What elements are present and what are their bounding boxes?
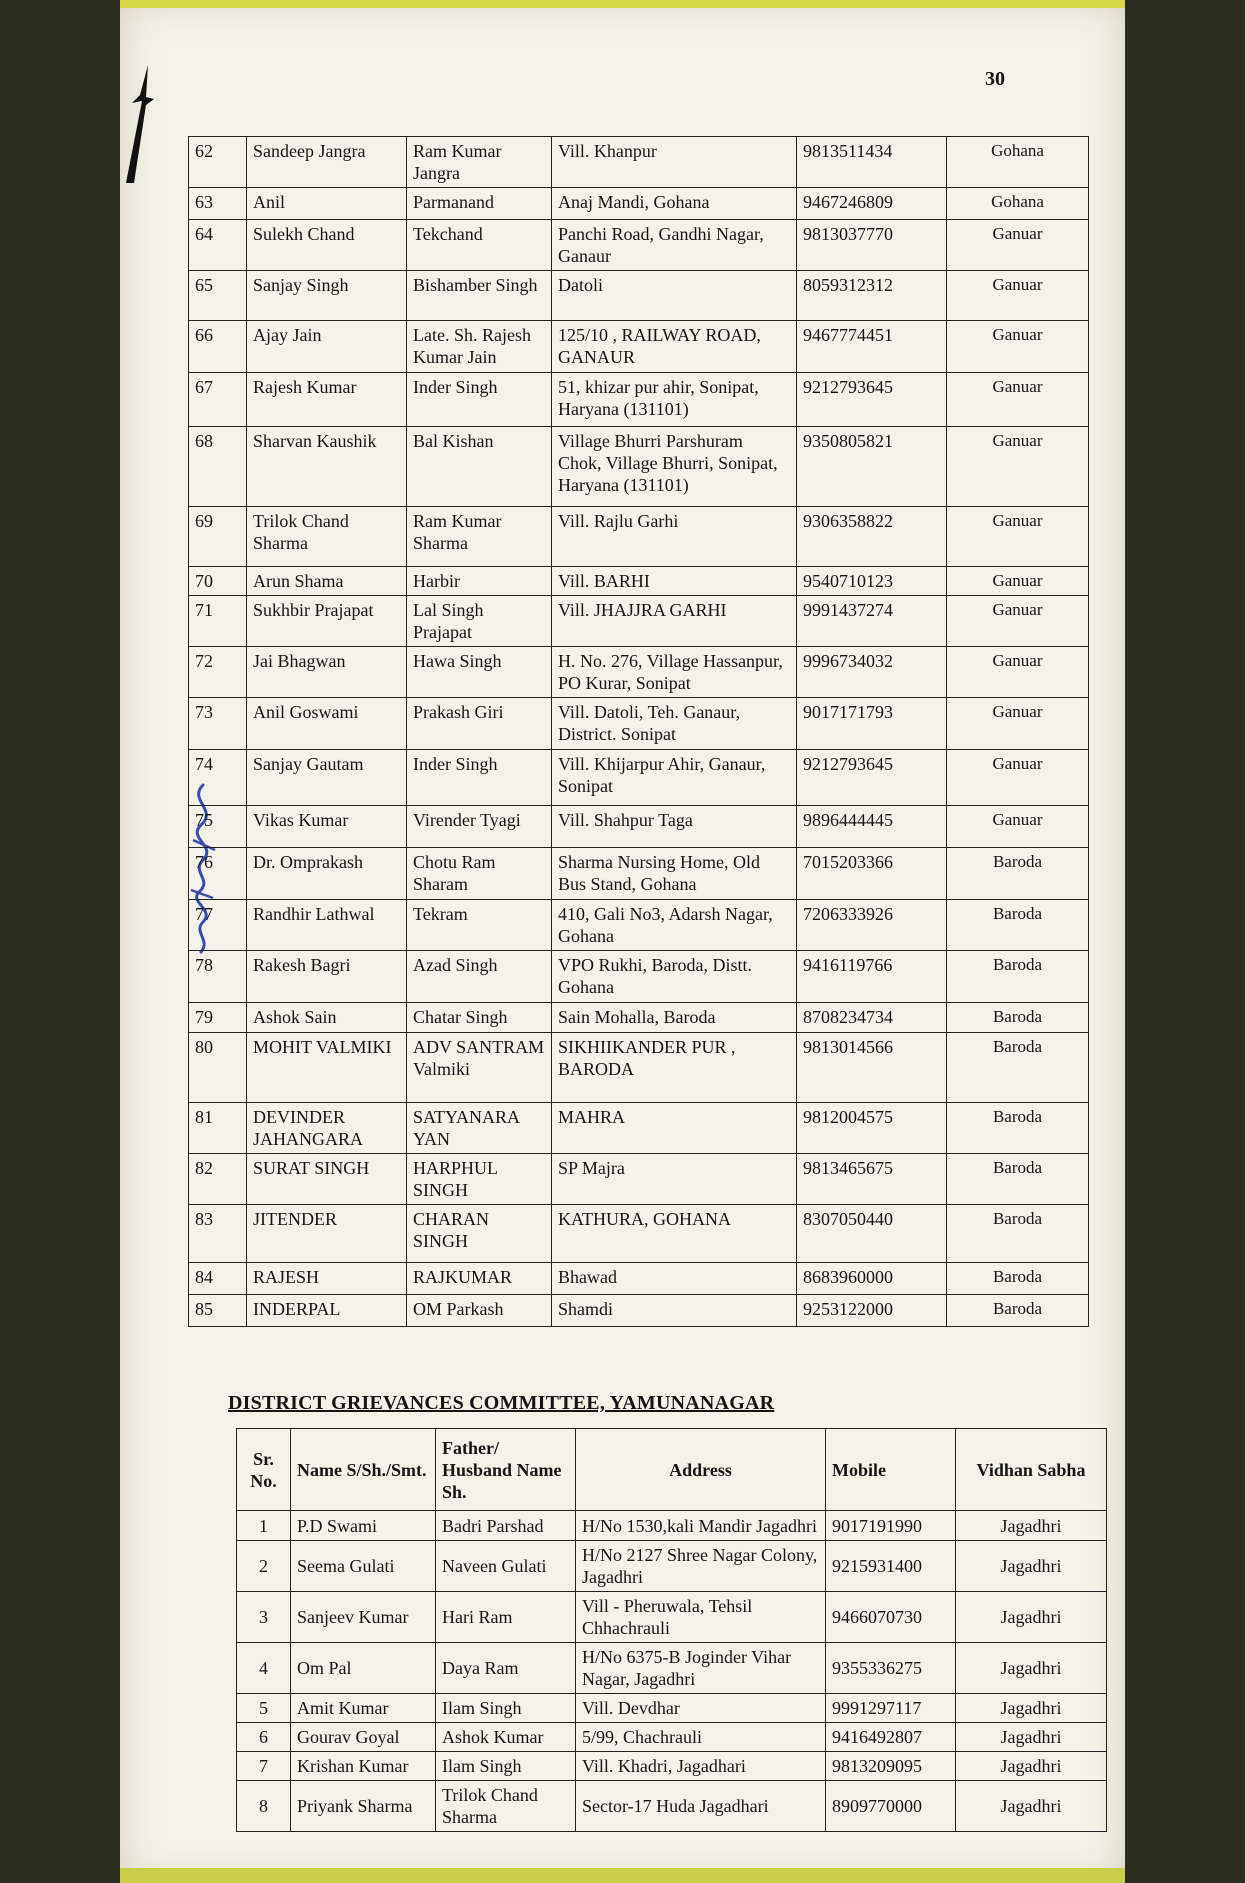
name-cell: Rajesh Kumar [247,373,407,427]
name-cell: Vikas Kumar [247,806,407,848]
yamunanagar-table [236,1428,1107,1832]
mobile-cell: 9466070730 [826,1592,956,1643]
mobile-cell: 9212793645 [797,750,947,806]
mobile-cell: 9253122000 [797,1295,947,1327]
sr-cell: 81 [189,1103,247,1154]
name-cell: Sulekh Chand [247,220,407,271]
sr-cell: 68 [189,427,247,507]
mobile-cell: 9896444445 [797,806,947,848]
table-header-row [237,1429,1107,1511]
name-cell: Anil [247,188,407,220]
father-name-cell: Bishamber Singh [407,271,552,321]
name-cell: P.D Swami [291,1511,436,1541]
name-cell: RAJESH [247,1263,407,1295]
vidhan-sabha-cell: Jagadhri [956,1781,1107,1832]
name-cell: DEVINDER JAHANGARA [247,1103,407,1154]
father-name-cell: HARPHUL SINGH [407,1154,552,1205]
address-cell: 410, Gali No3, Adarsh Nagar, Gohana [552,900,797,951]
vidhan-sabha-cell: Ganuar [947,596,1089,647]
name-cell: Amit Kumar [291,1694,436,1723]
vidhan-sabha-cell: Baroda [947,951,1089,1003]
table-row [189,373,1089,427]
sr-cell: 4 [237,1643,291,1694]
sr-cell: 8 [237,1781,291,1832]
father-name-cell: Ilam Singh [436,1694,576,1723]
sr-cell: 5 [237,1694,291,1723]
table-row [189,951,1089,1003]
name-cell: Ashok Sain [247,1003,407,1033]
vidhan-sabha-cell: Jagadhri [956,1723,1107,1752]
table-row [189,567,1089,596]
yamunanagar-table-body [237,1511,1107,1832]
address-cell: 125/10 , RAILWAY ROAD, GANAUR [552,321,797,373]
vidhan-sabha-cell: Gohana [947,137,1089,188]
vidhan-sabha-cell: Baroda [947,1154,1089,1205]
vidhan-sabha-cell: Ganuar [947,507,1089,567]
mobile-cell: 9306358822 [797,507,947,567]
vidhan-sabha-cell: Baroda [947,900,1089,951]
address-cell: Vill. Datoli, Teh. Ganaur, District. Sonipat [552,698,797,750]
header-vidhan-sabha: Vidhan Sabha [956,1429,1107,1511]
address-cell: Sharma Nursing Home, Old Bus Stand, Gohana [552,848,797,900]
vidhan-sabha-cell: Ganuar [947,427,1089,507]
header-name: Name S/Sh./Smt. [291,1429,436,1511]
address-cell: 5/99, Chachrauli [576,1723,826,1752]
name-cell: Sanjeev Kumar [291,1592,436,1643]
name-cell: Sharvan Kaushik [247,427,407,507]
mobile-cell: 9467774451 [797,321,947,373]
vidhan-sabha-cell: Ganuar [947,750,1089,806]
mobile-cell: 7206333926 [797,900,947,951]
address-cell: Vill. Shahpur Taga [552,806,797,848]
sr-cell: 82 [189,1154,247,1205]
name-cell: Sanjay Singh [247,271,407,321]
sr-cell: 71 [189,596,247,647]
vidhan-sabha-cell: Ganuar [947,271,1089,321]
sr-cell: 65 [189,271,247,321]
mobile-cell: 9350805821 [797,427,947,507]
father-name-cell: OM Parkash [407,1295,552,1327]
mobile-cell: 8059312312 [797,271,947,321]
address-cell: Vill. Devdhar [576,1694,826,1723]
sr-cell: 70 [189,567,247,596]
sr-cell: 78 [189,951,247,1003]
mobile-cell: 9996734032 [797,647,947,698]
father-name-cell: RAJKUMAR [407,1263,552,1295]
mobile-cell: 8708234734 [797,1003,947,1033]
mobile-cell: 8683960000 [797,1263,947,1295]
sr-cell: 85 [189,1295,247,1327]
address-cell: Bhawad [552,1263,797,1295]
vidhan-sabha-cell: Jagadhri [956,1541,1107,1592]
table-row [189,220,1089,271]
mobile-cell: 9813465675 [797,1154,947,1205]
sr-cell: 74 [189,750,247,806]
name-cell: SURAT SINGH [247,1154,407,1205]
sr-cell: 84 [189,1263,247,1295]
sr-cell: 66 [189,321,247,373]
sr-cell: 69 [189,507,247,567]
table-row [189,427,1089,507]
sr-cell: 7 [237,1752,291,1781]
address-cell: Vill - Pheruwala, Tehsil Chhachrauli [576,1592,826,1643]
sr-cell: 72 [189,647,247,698]
table-row [189,321,1089,373]
sr-cell: 63 [189,188,247,220]
father-name-cell: Inder Singh [407,750,552,806]
bottom-edge [120,1868,1125,1883]
table-row [189,188,1089,220]
table-row [237,1752,1107,1781]
address-cell: SP Majra [552,1154,797,1205]
vidhan-sabha-cell: Jagadhri [956,1643,1107,1694]
address-cell: MAHRA [552,1103,797,1154]
sr-cell: 3 [237,1592,291,1643]
mobile-cell: 9017171793 [797,698,947,750]
name-cell: Seema Gulati [291,1541,436,1592]
father-name-cell: Harbir [407,567,552,596]
mobile-cell: 9812004575 [797,1103,947,1154]
father-name-cell: Naveen Gulati [436,1541,576,1592]
mobile-cell: 9355336275 [826,1643,956,1694]
vidhan-sabha-cell: Ganuar [947,698,1089,750]
name-cell: Arun Shama [247,567,407,596]
name-cell: JITENDER [247,1205,407,1263]
table-row [189,1205,1089,1263]
vidhan-sabha-cell: Baroda [947,1003,1089,1033]
vidhan-sabha-cell: Jagadhri [956,1752,1107,1781]
name-cell: Krishan Kumar [291,1752,436,1781]
mobile-cell: 9991297117 [826,1694,956,1723]
vidhan-sabha-cell: Ganuar [947,647,1089,698]
address-cell: H/No 6375-B Joginder Vihar Nagar, Jagadhri [576,1643,826,1694]
mobile-cell: 9813209095 [826,1752,956,1781]
name-cell: Sandeep Jangra [247,137,407,188]
table-row [189,900,1089,951]
vidhan-sabha-cell: Baroda [947,1103,1089,1154]
header-mobile: Mobile [826,1429,956,1511]
address-cell: Sector-17 Huda Jagadhari [576,1781,826,1832]
address-cell: H. No. 276, Village Hassanpur, PO Kurar, Sonipat [552,647,797,698]
table-row [237,1643,1107,1694]
table-row [237,1511,1107,1541]
vidhan-sabha-cell: Jagadhri [956,1592,1107,1643]
father-name-cell: Hawa Singh [407,647,552,698]
mobile-cell: 9813511434 [797,137,947,188]
father-name-cell: Tekram [407,900,552,951]
table-row [189,1263,1089,1295]
table-row [189,507,1089,567]
pen-mark [120,55,160,185]
table-row [189,848,1089,900]
page-number: 30 [985,68,1005,90]
name-cell: Ajay Jain [247,321,407,373]
sr-cell: 73 [189,698,247,750]
header-father: Father/ Husband Name Sh. [436,1429,576,1511]
table-row [189,1295,1089,1327]
address-cell: KATHURA, GOHANA [552,1205,797,1263]
table-row [189,647,1089,698]
father-name-cell: Azad Singh [407,951,552,1003]
father-name-cell: Inder Singh [407,373,552,427]
father-name-cell: ADV SANTRAM Valmiki [407,1033,552,1103]
address-cell: Sain Mohalla, Baroda [552,1003,797,1033]
address-cell: Datoli [552,271,797,321]
vidhan-sabha-cell: Jagadhri [956,1694,1107,1723]
name-cell: Sukhbir Prajapat [247,596,407,647]
father-name-cell: Tekchand [407,220,552,271]
father-name-cell: Hari Ram [436,1592,576,1643]
header-address: Address [576,1429,826,1511]
address-cell: Shamdi [552,1295,797,1327]
table-row [237,1781,1107,1832]
vidhan-sabha-cell: Jagadhri [956,1511,1107,1541]
sr-cell: 62 [189,137,247,188]
name-cell: MOHIT VALMIKI [247,1033,407,1103]
section-heading: DISTRICT GRIEVANCES COMMITTEE, YAMUNANAGAR [228,1392,775,1414]
mobile-cell: 9991437274 [797,596,947,647]
sr-cell: 83 [189,1205,247,1263]
address-cell: SIKHIIKANDER PUR , BARODA [552,1033,797,1103]
vidhan-sabha-cell: Gohana [947,188,1089,220]
address-cell: Panchi Road, Gandhi Nagar, Ganaur [552,220,797,271]
vidhan-sabha-cell: Baroda [947,1263,1089,1295]
address-cell: Vill. BARHI [552,567,797,596]
name-cell: Dr. Omprakash [247,848,407,900]
mobile-cell: 9813014566 [797,1033,947,1103]
table-row [189,1003,1089,1033]
table-row [237,1541,1107,1592]
name-cell: Rakesh Bagri [247,951,407,1003]
table-row [189,271,1089,321]
vidhan-sabha-cell: Baroda [947,1295,1089,1327]
father-name-cell: Ilam Singh [436,1752,576,1781]
mobile-cell: 9467246809 [797,188,947,220]
table-row [189,806,1089,848]
table-row [189,1103,1089,1154]
address-cell: Vill. JHAJJRA GARHI [552,596,797,647]
mobile-cell: 9813037770 [797,220,947,271]
vidhan-sabha-cell: Baroda [947,1205,1089,1263]
sr-cell: 2 [237,1541,291,1592]
father-name-cell: Prakash Giri [407,698,552,750]
sr-cell: 79 [189,1003,247,1033]
name-cell: Trilok Chand Sharma [247,507,407,567]
vidhan-sabha-cell: Ganuar [947,373,1089,427]
father-name-cell: Chatar Singh [407,1003,552,1033]
top-edge [120,0,1125,8]
father-name-cell: Lal Singh Prajapat [407,596,552,647]
sr-cell: 67 [189,373,247,427]
table-row [189,1033,1089,1103]
sr-cell: 6 [237,1723,291,1752]
mobile-cell: 9215931400 [826,1541,956,1592]
mobile-cell: 7015203366 [797,848,947,900]
mobile-cell: 8307050440 [797,1205,947,1263]
mobile-cell: 8909770000 [826,1781,956,1832]
father-name-cell: Ram Kumar Jangra [407,137,552,188]
sr-cell: 77 [189,900,247,951]
table-row [189,137,1089,188]
address-cell: Vill. Khanpur [552,137,797,188]
table-row [237,1592,1107,1643]
father-name-cell: Daya Ram [436,1643,576,1694]
father-name-cell: Parmanand [407,188,552,220]
vidhan-sabha-cell: Ganuar [947,806,1089,848]
sr-cell: 64 [189,220,247,271]
sr-cell: 1 [237,1511,291,1541]
table-row [237,1723,1107,1752]
father-name-cell: Ram Kumar Sharma [407,507,552,567]
address-cell: Vill. Rajlu Garhi [552,507,797,567]
mobile-cell: 9017191990 [826,1511,956,1541]
sr-cell: 80 [189,1033,247,1103]
address-cell: Village Bhurri Parshuram Chok, Village Bhurri, Sonipat, Haryana (131101) [552,427,797,507]
address-cell: 51, khizar pur ahir, Sonipat, Haryana (131101) [552,373,797,427]
name-cell: Randhir Lathwal [247,900,407,951]
name-cell: Priyank Sharma [291,1781,436,1832]
father-name-cell: Chotu Ram Sharam [407,848,552,900]
father-name-cell: Late. Sh. Rajesh Kumar Jain [407,321,552,373]
father-name-cell: SATYANARA YAN [407,1103,552,1154]
name-cell: Om Pal [291,1643,436,1694]
mobile-cell: 9212793645 [797,373,947,427]
address-cell: Vill. Khadri, Jagadhari [576,1752,826,1781]
address-cell: H/No 2127 Shree Nagar Colony, Jagadhri [576,1541,826,1592]
table-row [189,750,1089,806]
vidhan-sabha-cell: Baroda [947,1033,1089,1103]
mobile-cell: 9540710123 [797,567,947,596]
table-row [189,1154,1089,1205]
mobile-cell: 9416119766 [797,951,947,1003]
name-cell: Sanjay Gautam [247,750,407,806]
address-cell: VPO Rukhi, Baroda, Distt. Gohana [552,951,797,1003]
sr-cell: 75 [189,806,247,848]
main-table-body [189,137,1089,1327]
name-cell: Gourav Goyal [291,1723,436,1752]
address-cell: Anaj Mandi, Gohana [552,188,797,220]
header-sr: Sr. No. [237,1429,291,1511]
name-cell: INDERPAL [247,1295,407,1327]
name-cell: Jai Bhagwan [247,647,407,698]
table-row [237,1694,1107,1723]
table-row [189,596,1089,647]
vidhan-sabha-cell: Ganuar [947,220,1089,271]
vidhan-sabha-cell: Ganuar [947,567,1089,596]
name-cell: Anil Goswami [247,698,407,750]
mobile-cell: 9416492807 [826,1723,956,1752]
father-name-cell: CHARAN SINGH [407,1205,552,1263]
main-table [188,136,1089,1327]
address-cell: Vill. Khijarpur Ahir, Ganaur, Sonipat [552,750,797,806]
sr-cell: 76 [189,848,247,900]
father-name-cell: Virender Tyagi [407,806,552,848]
father-name-cell: Ashok Kumar [436,1723,576,1752]
address-cell: H/No 1530,kali Mandir Jagadhri [576,1511,826,1541]
table-row [189,698,1089,750]
father-name-cell: Badri Parshad [436,1511,576,1541]
vidhan-sabha-cell: Baroda [947,848,1089,900]
father-name-cell: Trilok Chand Sharma [436,1781,576,1832]
vidhan-sabha-cell: Ganuar [947,321,1089,373]
father-name-cell: Bal Kishan [407,427,552,507]
